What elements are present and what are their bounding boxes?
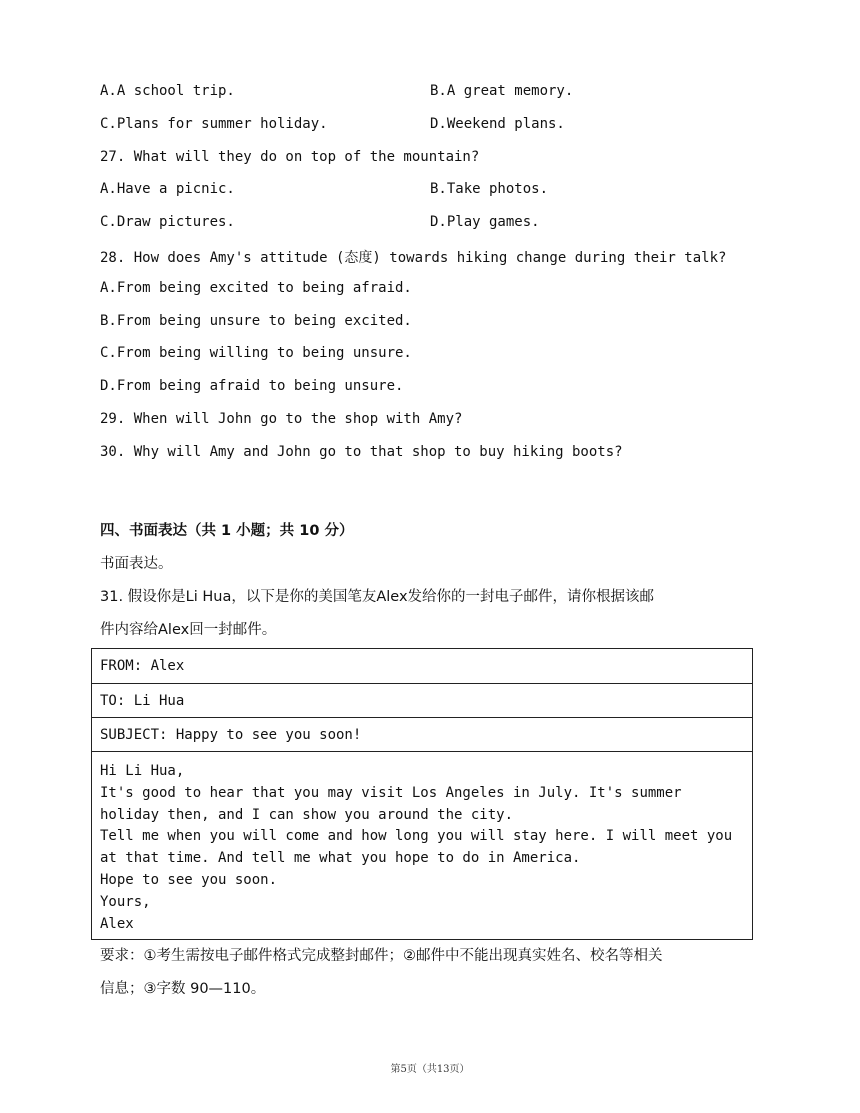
q28-option-a: A.From being excited to being afraid. — [100, 280, 412, 296]
q28-question: 28. How does Amy's attitude (态度) towards hiking change during their talk? — [100, 250, 727, 266]
email-subject: SUBJECT: Happy to see you soon! — [92, 718, 753, 752]
q27-option-b: B.Take photos. — [430, 181, 549, 197]
q31-prompt-line-2: 件内容给Alex回一封邮件。 — [100, 622, 277, 638]
q28-option-b: B.From being unsure to being excited. — [100, 313, 412, 329]
q30-question: 30. Why will Amy and John go to that shop to buy hiking boots? — [100, 444, 623, 460]
q27-option-d: D.Play games. — [430, 214, 540, 230]
email-body-line: It's good to hear that you may visit Los Angeles in July. It's summer — [100, 784, 682, 801]
email-body-line: Yours, — [100, 893, 151, 910]
q26-option-b: B.A great memory. — [430, 83, 574, 99]
email-table — [91, 648, 753, 940]
q31-prompt-line-1: 31. 假设你是Li Hua，以下是你的美国笔友Alex发给你的一封电子邮件，请你根据该邮 — [100, 589, 655, 605]
q27-question: 27. What will they do on top of the mountain? — [100, 149, 480, 165]
requirements-line-1: 要求：①考生需按电子邮件格式完成整封邮件；②邮件中不能出现真实姓名、校名等相关 — [100, 948, 663, 964]
email-from: FROM: Alex — [92, 649, 753, 684]
email-body-line: Tell me when you will come and how long you will stay here. I will meet you — [100, 828, 733, 845]
requirements-line-2: 信息；③字数 90—110。 — [100, 981, 266, 997]
q27-option-a: A.Have a picnic. — [100, 181, 235, 197]
email-body-line: at that time. And tell me what you hope to do in America. — [100, 850, 581, 867]
email-to: TO: Li Hua — [92, 684, 753, 718]
email-body-line: Hope to see you soon. — [100, 871, 278, 888]
q28-option-c: C.From being willing to being unsure. — [100, 345, 412, 361]
section-heading: 四、书面表达（共 1 小题；共 10 分） — [100, 523, 354, 539]
q27-option-c: C.Draw pictures. — [100, 214, 235, 230]
q26-option-c: C.Plans for summer holiday. — [100, 116, 328, 132]
email-body-line: Hi Li Hua, — [100, 763, 185, 779]
q29-question: 29. When will John go to the shop with Amy? — [100, 411, 463, 427]
email-body-line: Alex — [100, 915, 134, 932]
q26-option-d: D.Weekend plans. — [430, 116, 565, 132]
email-body-line: holiday then, and I can show you around the city. — [100, 806, 514, 823]
email-body — [92, 752, 753, 940]
page-number-footer: 第5页（共13页） — [390, 1064, 470, 1075]
q26-option-a: A.A school trip. — [100, 83, 235, 99]
q28-option-d: D.From being afraid to being unsure. — [100, 378, 404, 394]
section-subtitle: 书面表达。 — [100, 556, 173, 572]
